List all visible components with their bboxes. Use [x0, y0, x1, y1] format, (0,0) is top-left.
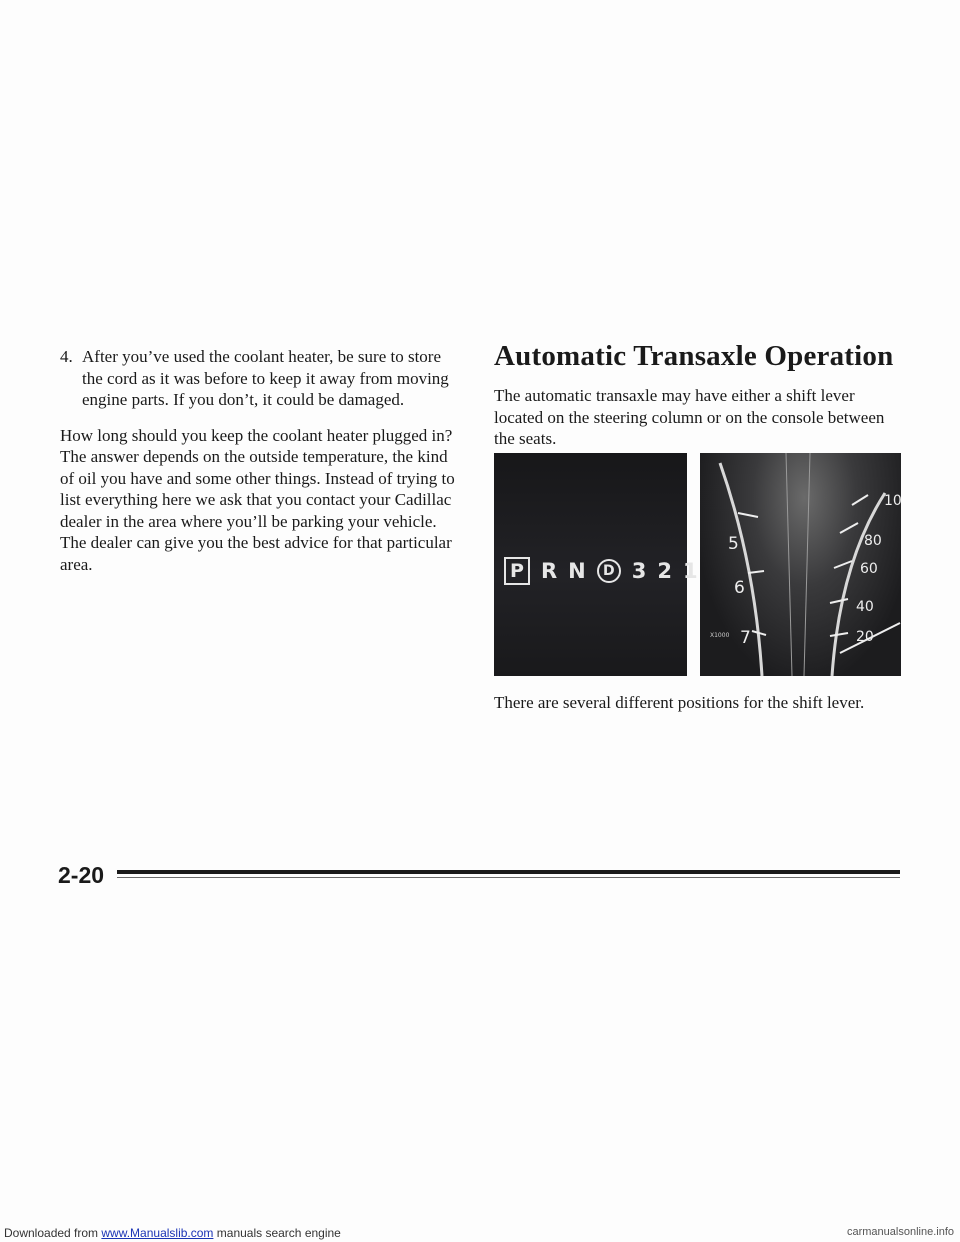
list-item — [60, 346, 465, 411]
footer-rule — [117, 870, 900, 874]
gauge-illustration — [700, 453, 901, 676]
gear-r: R — [541, 559, 558, 583]
gear-indicator — [504, 557, 698, 585]
tach-label-6: 6 — [734, 578, 745, 598]
list-item-number: 4. — [60, 347, 73, 366]
speed-label-10: 10 — [884, 493, 902, 509]
shift-indicator-photo — [494, 453, 698, 676]
left-column — [60, 346, 465, 575]
transaxle-intro-paragraph: The automatic transaxle may have either a shift lever located on the steering column or on the console between the seats. — [494, 386, 885, 448]
coolant-heater-paragraph: How long should you keep the coolant heater plugged in? The answer depends on the outside temperature, the kind of oil you have and some other things. Instead of trying to list everything here we ask that you contact your Cadillac dealer in the area where you’ll be parking your vehicle. The dealer can give you the best advice for that particular area. — [60, 425, 455, 574]
speed-label-60: 60 — [860, 561, 878, 577]
tach-label-7: 7 — [740, 628, 751, 648]
tach-label-5: 5 — [728, 534, 739, 554]
section-heading: Automatic Transaxle Operation — [494, 340, 894, 372]
gear-2: 2 — [657, 559, 672, 583]
instrument-cluster-photo — [700, 453, 901, 676]
tach-unit: X1000 — [710, 632, 730, 639]
manualslib-link[interactable]: www.Manualslib.com — [101, 1226, 214, 1240]
footer-rule-thin — [117, 877, 900, 878]
gear-3: 3 — [631, 559, 647, 583]
photo-caption: There are several different positions for the shift lever. — [494, 693, 865, 712]
download-watermark — [4, 1226, 341, 1240]
gear-d: D — [597, 559, 621, 583]
list-item-text: After you’ve used the coolant heater, be sure to store the cord as it was before to keep it away from moving engine parts. If you don’t, it could be damaged. — [82, 347, 449, 409]
gear-n: N — [568, 559, 586, 583]
speed-label-20: 20 — [856, 629, 874, 645]
speed-label-80: 80 — [864, 533, 882, 549]
site-watermark: carmanualsonline.info — [846, 1226, 954, 1238]
gear-p: P — [504, 557, 530, 585]
watermark-suffix: manuals search engine — [213, 1226, 341, 1240]
page-number: 2-20 — [58, 862, 105, 888]
watermark-prefix: Downloaded from — [4, 1226, 102, 1240]
speed-label-40: 40 — [856, 599, 874, 615]
gear-1: 1 — [683, 559, 698, 583]
